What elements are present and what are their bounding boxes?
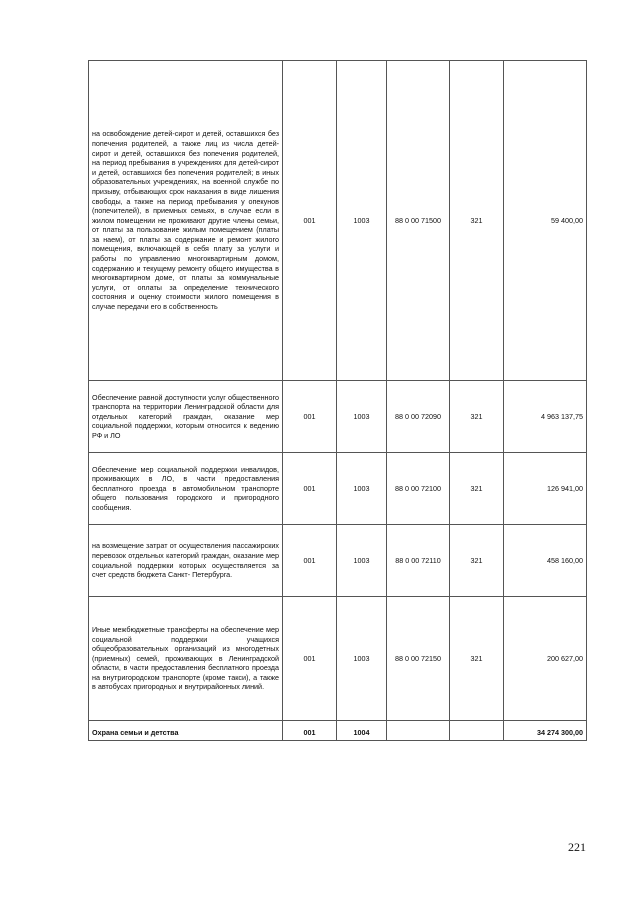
- row-expense-type: 321: [450, 453, 504, 525]
- row-amount: 126 941,00: [504, 453, 587, 525]
- row-ministry-code: 001: [283, 453, 337, 525]
- row-section-code: 1003: [337, 525, 387, 597]
- row-expense-type: 321: [450, 597, 504, 721]
- total-section-code: 1004: [337, 721, 387, 741]
- row-description: на возмещение затрат от осуществления пассажирских перевозок отдельных категорий граждан, оказание мер социальной поддержки которых осуществляется за счет средств бюджета Санкт- Петербурга.: [89, 525, 283, 597]
- row-target-code: 88 0 00 72100: [387, 453, 450, 525]
- row-ministry-code: 001: [283, 61, 337, 381]
- row-target-code: 88 0 00 72090: [387, 381, 450, 453]
- budget-table: [88, 60, 587, 741]
- table-row: [89, 381, 587, 453]
- row-amount: 59 400,00: [504, 61, 587, 381]
- total-row: [89, 721, 587, 741]
- row-amount: 200 627,00: [504, 597, 587, 721]
- row-ministry-code: 001: [283, 381, 337, 453]
- row-target-code: 88 0 00 72110: [387, 525, 450, 597]
- page-number: 221: [568, 840, 586, 854]
- row-description: на освобождение детей-сирот и детей, оставшихся без попечения родителей, а также лиц из числа детей-сирот и детей, оставшихся без попечения родителей, на период пребывания в учреждениях для детей-сирот и детей, оставшихся без попечения родителей; в иных образовательных учреждениях, на военной службе по призыву, отбывающих срок наказания в виде лишения свободы, а также на период пребывания у опекунов (попечителей), в приемных семьях, в случае если в жилом помещении не проживают другие члены семьи, от платы за пользование жилым помещением (платы за наем), от платы за содержание и ремонт жилого помещения, включающей в себя плату за услуги и работы по управлению многоквартирным домом, содержанию и текущему ремонту общего имущества в многоквартирном доме, от платы за коммунальные услуги, от оплаты за определение технического состояния и оценку стоимости жилого помещения в случае передачи его в собственность: [89, 61, 283, 381]
- row-amount: 4 963 137,75: [504, 381, 587, 453]
- row-target-code: 88 0 00 72150: [387, 597, 450, 721]
- row-section-code: 1003: [337, 453, 387, 525]
- total-target-code: [387, 721, 450, 741]
- table-row: [89, 525, 587, 597]
- total-ministry-code: 001: [283, 721, 337, 741]
- row-section-code: 1003: [337, 597, 387, 721]
- row-ministry-code: 001: [283, 525, 337, 597]
- row-target-code: 88 0 00 71500: [387, 61, 450, 381]
- row-section-code: 1003: [337, 381, 387, 453]
- row-expense-type: 321: [450, 525, 504, 597]
- table-row: [89, 61, 587, 381]
- total-expense-type: [450, 721, 504, 741]
- row-amount: 458 160,00: [504, 525, 587, 597]
- row-section-code: 1003: [337, 61, 387, 381]
- table-row: [89, 453, 587, 525]
- row-description: Обеспечение равной доступности услуг общественного транспорта на территории Ленинградской области для отдельных категорий граждан, оказание мер социальной поддержки, которым относится к ведению РФ и ЛО: [89, 381, 283, 453]
- row-description: Иные межбюджетные трансферты на обеспечение мер социальной поддержки учащихся общеобразовательных организаций из многодетных (приемных) семей, проживающих в Ленинградской области, в части предоставления бесплатного проезда на внутригородском транспорте (кроме такси), а также в автобусах пригородных и внутрирайонных линий.: [89, 597, 283, 721]
- row-expense-type: 321: [450, 61, 504, 381]
- total-amount: 34 274 300,00: [504, 721, 587, 741]
- total-description: Охрана семьи и детства: [89, 721, 283, 741]
- table-row: [89, 597, 587, 721]
- row-description: Обеспечение мер социальной поддержки инвалидов, проживающих в ЛО, в части предоставления бесплатного проезда в автомобильном транспорте общего пользования городского и пригородного сообщения.: [89, 453, 283, 525]
- row-ministry-code: 001: [283, 597, 337, 721]
- row-expense-type: 321: [450, 381, 504, 453]
